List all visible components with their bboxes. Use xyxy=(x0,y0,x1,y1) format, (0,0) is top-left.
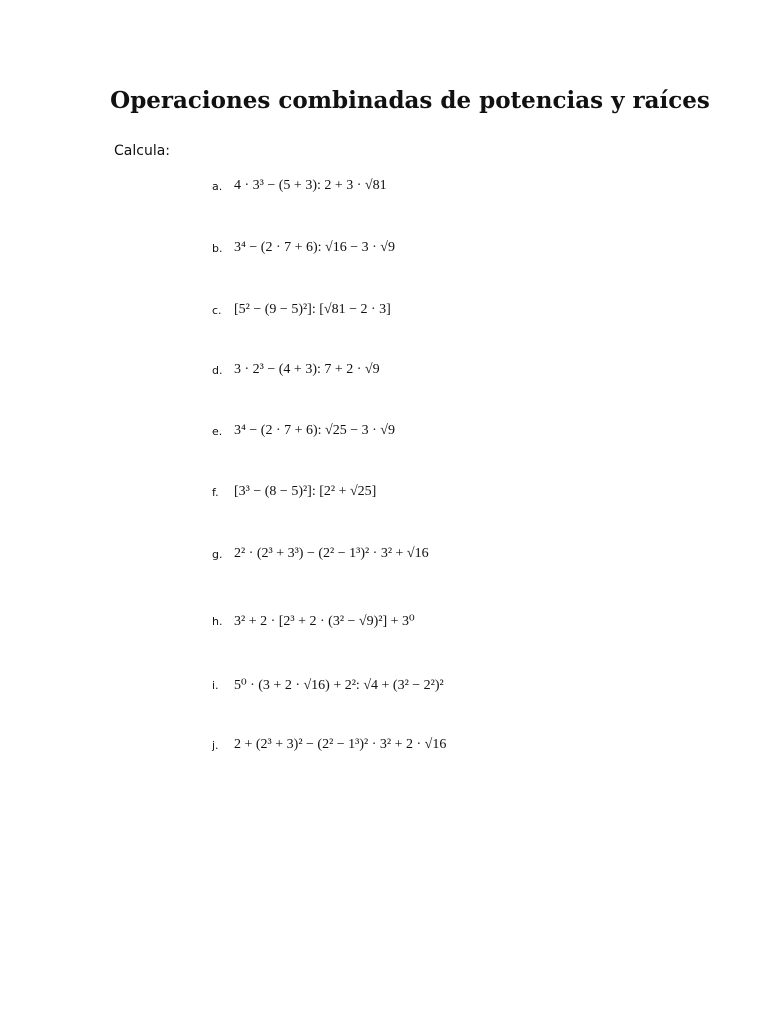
exercise-letter: d. xyxy=(212,363,223,377)
exercise-letter: b. xyxy=(212,241,223,255)
exercise-expression: 3⁴ − (2 · 7 + 6): √25 − 3 · √9 xyxy=(234,423,395,438)
exercise-expression: 3 · 2³ − (4 + 3): 7 + 2 · √9 xyxy=(234,362,380,377)
exercise-expression: 2 + (2³ + 3)² − (2² − 1³)² · 3² + 2 · √16 xyxy=(234,737,447,752)
exercise-letter: i. xyxy=(212,678,219,692)
exercise-letter: j. xyxy=(212,738,219,752)
instruction-text: Calcula: xyxy=(114,143,170,159)
exercise-letter: f. xyxy=(212,485,219,499)
exercise-letter: e. xyxy=(212,424,223,438)
exercise-expression: 2² · (2³ + 3³) − (2² − 1³)² · 3² + √16 xyxy=(234,546,429,561)
exercise-letter: a. xyxy=(212,179,223,193)
exercise-expression: 5⁰ · (3 + 2 · √16) + 2²: √4 + (3² − 2²)² xyxy=(234,677,444,693)
exercise-letter: g. xyxy=(212,547,223,561)
exercise-letter: h. xyxy=(212,614,223,628)
exercise-expression: [5² − (9 − 5)²]: [√81 − 2 · 3] xyxy=(234,302,391,317)
exercise-letter: c. xyxy=(212,303,222,317)
exercise-expression: [3³ − (8 − 5)²]: [2² + √25] xyxy=(234,484,377,499)
exercise-expression: 4 · 3³ − (5 + 3): 2 + 3 · √81 xyxy=(234,178,387,193)
exercise-expression: 3⁴ − (2 · 7 + 6): √16 − 3 · √9 xyxy=(234,240,395,255)
exercise-expression: 3² + 2 · [2³ + 2 · (3² − √9)²] + 3⁰ xyxy=(234,613,415,629)
page-title: Operaciones combinadas de potencias y raíces xyxy=(110,87,710,114)
